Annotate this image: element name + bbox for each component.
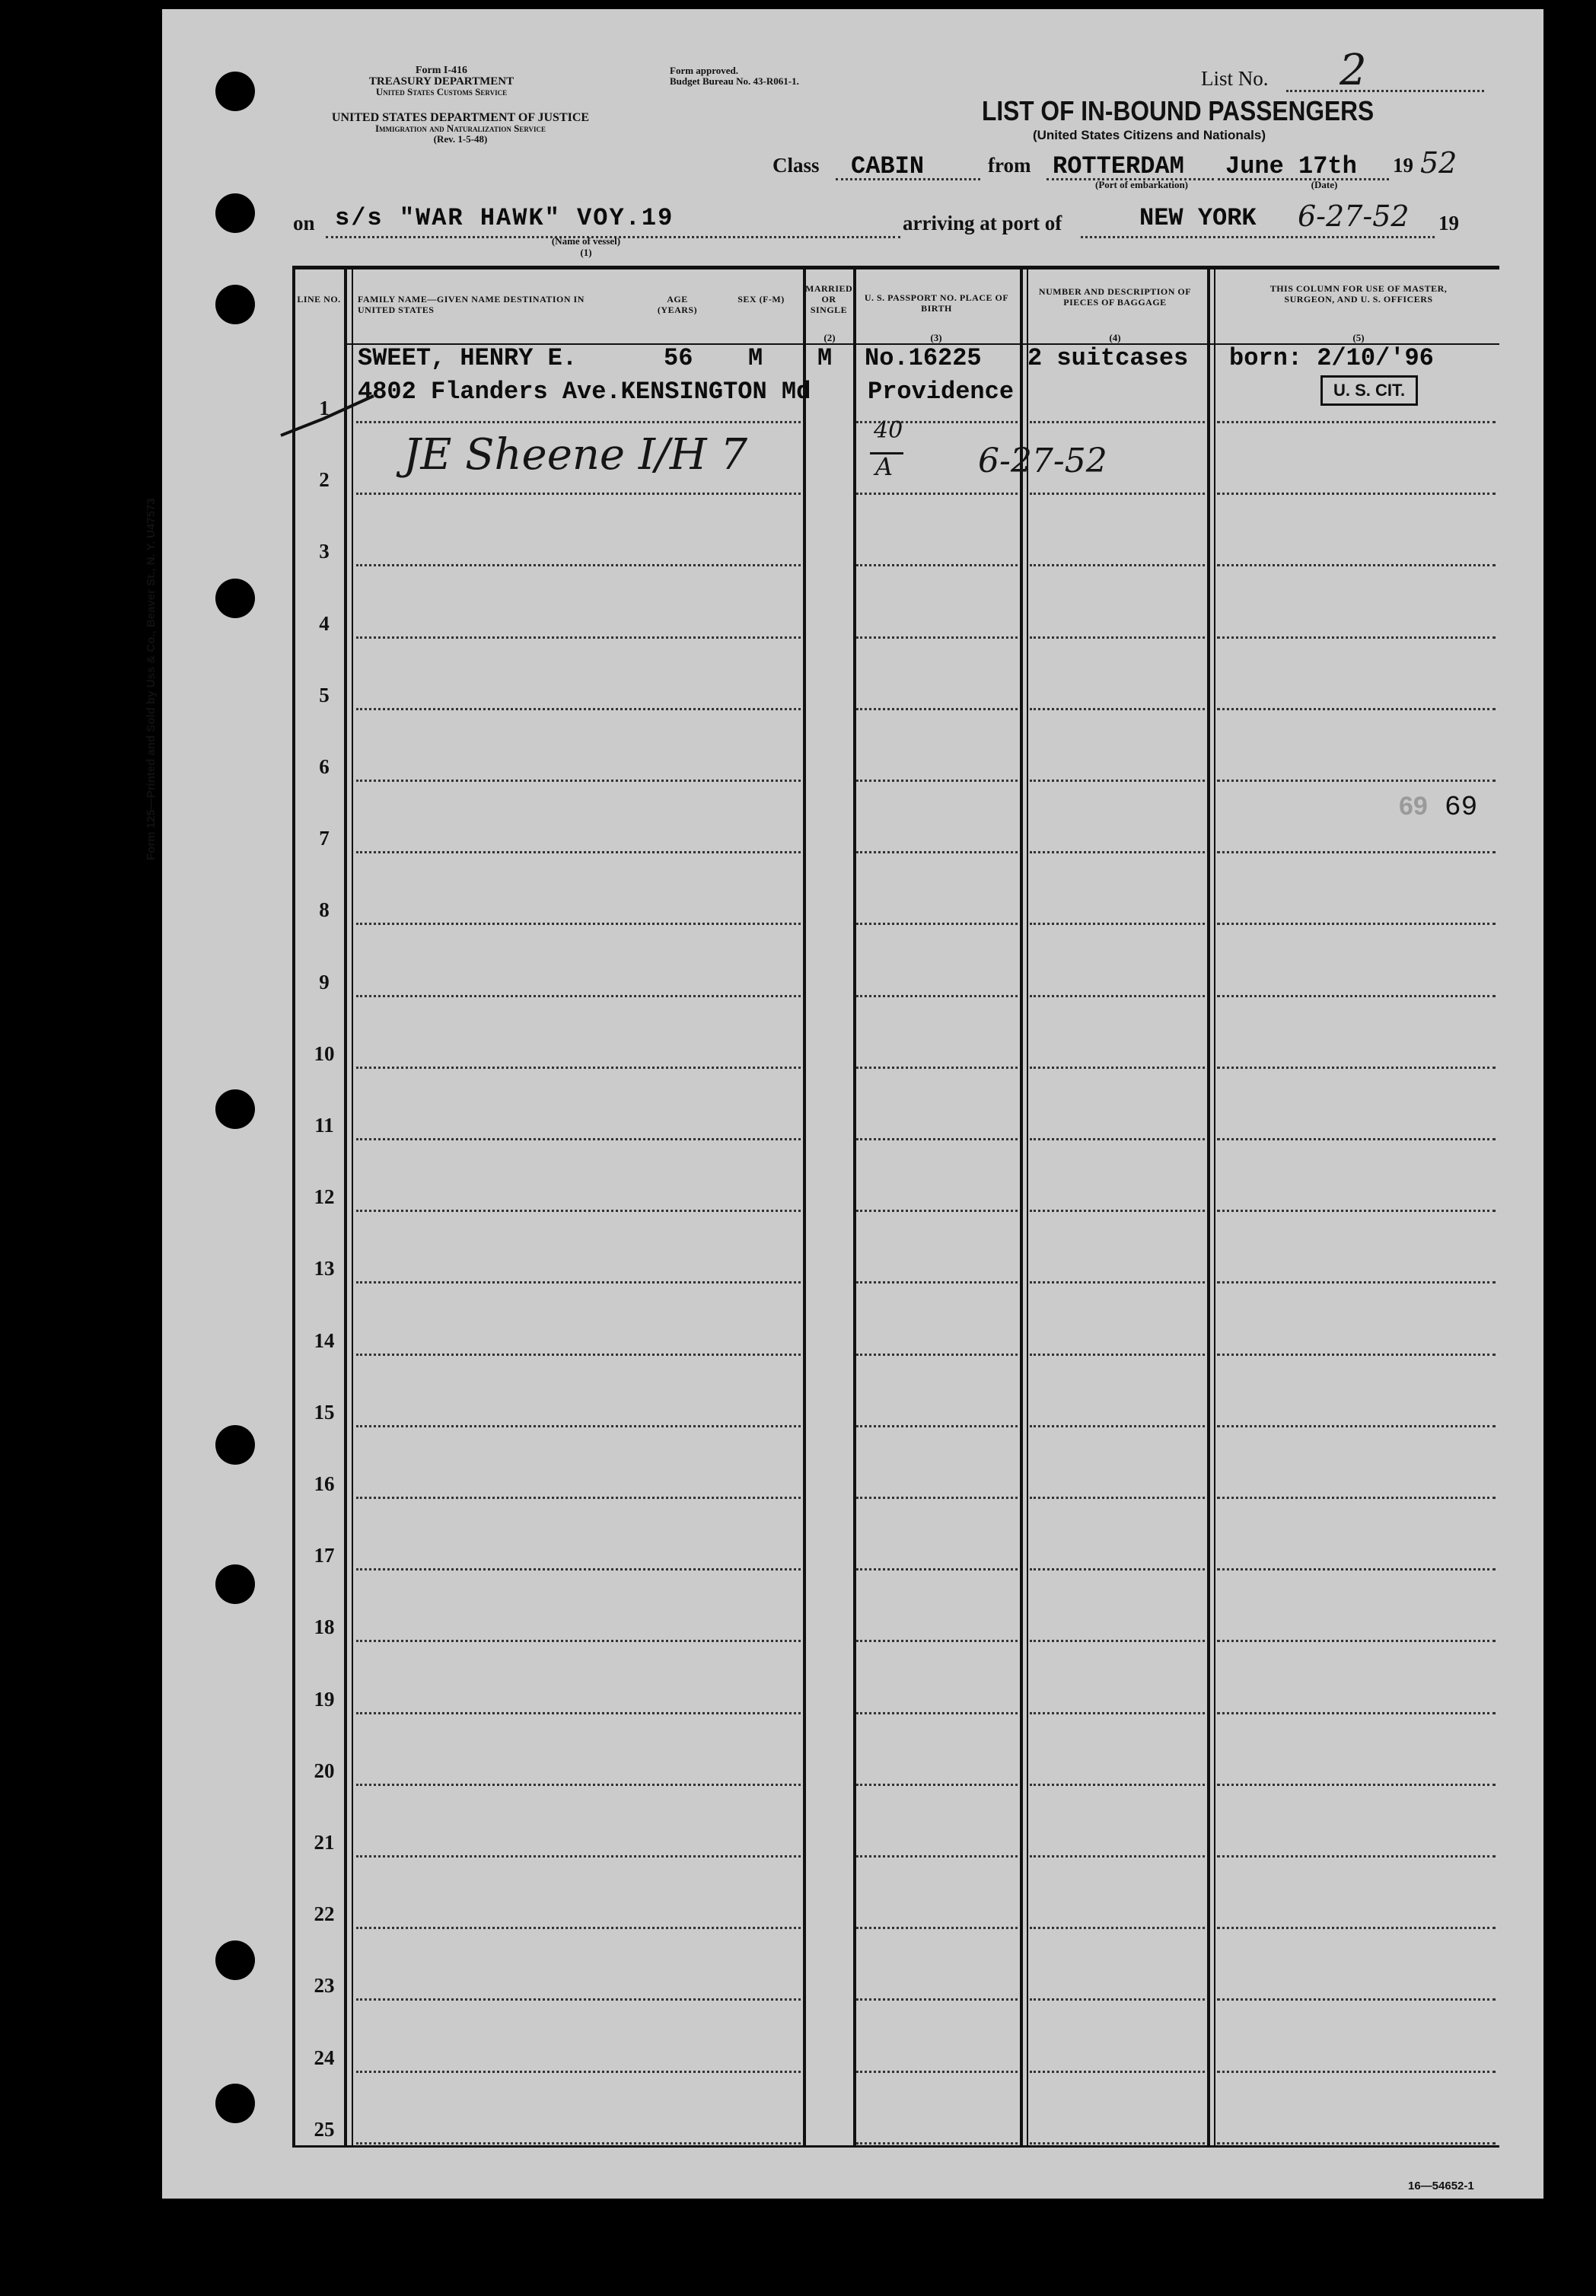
row-line-number: 21 — [314, 1831, 335, 1854]
row-dotted-line — [1217, 1067, 1496, 1069]
row-dotted-line — [856, 1784, 1018, 1786]
col-border — [1207, 266, 1210, 2146]
entry-age: 56 — [664, 344, 693, 372]
binder-hole — [215, 1089, 255, 1129]
row-dotted-line — [1030, 1354, 1205, 1356]
row-dotted-line — [1217, 995, 1496, 997]
row-dotted-line — [1030, 1067, 1205, 1069]
row-dotted-line — [856, 564, 1018, 566]
row-dotted-line — [356, 1855, 801, 1858]
row-dotted-line — [1217, 1855, 1496, 1858]
binder-hole — [215, 579, 255, 618]
row-dotted-line — [1030, 708, 1205, 710]
col-border — [352, 266, 353, 2146]
row-dotted-line — [356, 1210, 801, 1212]
header-age: AGE (YEARS) — [657, 294, 698, 315]
row-dotted-line — [356, 1281, 801, 1284]
row-line-number: 18 — [314, 1615, 335, 1639]
row-dotted-line — [856, 851, 1018, 853]
row-dotted-line — [356, 1425, 801, 1427]
header-sex: SEX (F-M) — [737, 294, 785, 305]
port-dots — [1081, 236, 1435, 238]
binder-hole — [215, 1425, 255, 1465]
row-dotted-line — [356, 636, 801, 639]
row-dotted-line — [856, 1998, 1018, 2001]
page-title: LIST OF IN-BOUND PASSENGERS — [982, 95, 1375, 126]
list-no-value: 2 — [1340, 46, 1367, 95]
row-dotted-line — [1030, 1497, 1205, 1499]
row-dotted-line — [856, 2142, 1018, 2145]
row-dotted-line — [1217, 1138, 1496, 1140]
row-dotted-line — [856, 1568, 1018, 1571]
row-dotted-line — [1217, 2071, 1496, 2073]
list-no-label: List No. — [1201, 67, 1269, 90]
row-line-number: 7 — [319, 827, 330, 850]
row-dotted-line — [1217, 1640, 1496, 1642]
row-dotted-line — [1030, 1784, 1205, 1786]
row-dotted-line — [1030, 1712, 1205, 1714]
row-dotted-line — [1030, 564, 1205, 566]
row-dotted-line — [1030, 493, 1205, 495]
col-border — [1027, 266, 1028, 2146]
row-dotted-line — [1217, 1425, 1496, 1427]
header-name: FAMILY NAME—GIVEN NAME DESTINATION IN UNITED STATES — [358, 294, 585, 315]
row-dotted-line — [356, 1712, 801, 1714]
row-line-number: 5 — [319, 683, 330, 706]
header-married: MARRIED OR SINGLE — [805, 283, 853, 315]
vessel-value: s/s "WAR HAWK" VOY.19 — [335, 204, 674, 232]
row-dotted-line — [856, 1927, 1018, 1929]
header-officers: THIS COLUMN FOR USE OF MASTER, SURGEON, AND U. S. OFFICERS — [1269, 283, 1448, 305]
row-dotted-line — [1217, 1568, 1496, 1571]
row-line-number: 25 — [314, 2117, 335, 2141]
row-line-number: 19 — [314, 1687, 335, 1711]
row-dotted-line — [1030, 2142, 1205, 2145]
row-line-number: 2 — [319, 468, 330, 492]
budget-bureau: Budget Bureau No. 43-R061-1. — [670, 75, 799, 87]
row-dotted-line — [1030, 851, 1205, 853]
row-line-number: 17 — [314, 1544, 335, 1567]
row-dotted-line — [356, 1497, 801, 1499]
col-num-4: (4) — [1109, 332, 1121, 343]
row-dotted-line — [1030, 780, 1205, 782]
faint-stamp-number: 69 — [1399, 792, 1428, 821]
row-line-number: 15 — [314, 1400, 335, 1424]
row-line-number: 10 — [314, 1041, 335, 1065]
row-dotted-line — [1217, 1784, 1496, 1786]
row-dotted-line — [1030, 1998, 1205, 2001]
row-dotted-line — [856, 1281, 1018, 1284]
header-baggage: NUMBER AND DESCRIPTION OF PIECES OF BAGGAGE — [1038, 286, 1192, 308]
row-dotted-line — [856, 1425, 1018, 1427]
row-dotted-line — [856, 1640, 1018, 1642]
class-label: Class — [773, 154, 820, 177]
row-dotted-line — [856, 780, 1018, 782]
entry-address: 4802 Flanders Ave.KENSINGTON Md — [358, 378, 811, 406]
row-dotted-line — [856, 493, 1018, 495]
row-dotted-line — [356, 1784, 801, 1786]
header-passport: U. S. PASSPORT NO. PLACE OF BIRTH — [864, 292, 1009, 314]
binder-hole — [215, 193, 255, 233]
note-fraction-bottom: A — [875, 452, 894, 481]
vessel-col-num: (1) — [580, 247, 592, 258]
row-dotted-line — [1030, 1855, 1205, 1858]
row-line-number: 13 — [314, 1257, 335, 1280]
row-dotted-line — [856, 1855, 1018, 1858]
row-dotted-line — [856, 923, 1018, 925]
row-dotted-line — [356, 1640, 801, 1642]
row-dotted-line — [1217, 851, 1496, 853]
row-dotted-line — [356, 2142, 801, 2145]
class-value: CABIN — [851, 152, 925, 180]
form-approved: Form approved. — [670, 65, 739, 76]
row-dotted-line — [1217, 1210, 1496, 1212]
stamp-number: 69 — [1445, 792, 1478, 823]
year-prefix: 19 — [1393, 154, 1413, 177]
row-dotted-line — [356, 1927, 801, 1929]
row-dotted-line — [356, 708, 801, 710]
row-dotted-line — [1030, 1210, 1205, 1212]
row-dotted-line — [356, 923, 801, 925]
on-label: on — [293, 212, 315, 234]
row-line-number: 8 — [319, 898, 330, 922]
row-dotted-line — [356, 493, 801, 495]
row-dotted-line — [1030, 636, 1205, 639]
row-dotted-line — [1030, 1281, 1205, 1284]
row-dotted-line — [856, 1138, 1018, 1140]
row-dotted-line — [1030, 1138, 1205, 1140]
row-dotted-line — [856, 2071, 1018, 2073]
entry-baggage: 2 suitcases — [1027, 344, 1189, 372]
header-line-no: LINE NO. — [297, 294, 341, 305]
arriving-label: arriving at port of — [903, 212, 1062, 234]
row-line-number: 23 — [314, 1974, 335, 1998]
row-dotted-line — [856, 995, 1018, 997]
binder-hole — [215, 285, 255, 324]
row-dotted-line — [1217, 1497, 1496, 1499]
row-line-number: 3 — [319, 540, 330, 563]
row-dotted-line — [356, 1067, 801, 1069]
row-dotted-line — [1030, 1640, 1205, 1642]
page-subtitle: (United States Citizens and Nationals) — [1032, 128, 1266, 142]
row-line-number: 4 — [319, 611, 330, 635]
citizen-stamp: U. S. CIT. — [1320, 375, 1418, 406]
row-dotted-line — [1217, 1281, 1496, 1284]
entry-passport: No.16225 — [865, 344, 982, 372]
row-line-number: 9 — [319, 970, 330, 993]
binder-hole — [215, 1564, 255, 1604]
form-header-justice — [285, 113, 636, 145]
binder-hole — [215, 72, 255, 111]
binder-hole — [215, 1940, 255, 1980]
row-dotted-line — [1030, 923, 1205, 925]
row-line-number: 16 — [314, 1472, 335, 1495]
col-border — [292, 266, 295, 2146]
justice-dept: UNITED STATES DEPARTMENT OF JUSTICE — [331, 111, 590, 124]
row-dotted-line — [1217, 923, 1496, 925]
row-dotted-line — [356, 780, 801, 782]
row-dotted-line — [856, 636, 1018, 639]
entry-married: M — [817, 344, 833, 372]
row-dotted-line — [1030, 995, 1205, 997]
row-dotted-line — [1217, 1998, 1496, 2001]
arrival-year-prefix: 19 — [1438, 212, 1459, 234]
col-num-2: (2) — [823, 332, 836, 343]
row-dotted-line — [1030, 1425, 1205, 1427]
row-dotted-line — [1217, 1927, 1496, 1929]
row-dotted-line — [356, 1138, 801, 1140]
row-dotted-line — [856, 1210, 1018, 1212]
form-approval — [670, 65, 898, 87]
year-suffix: 52 — [1420, 146, 1457, 180]
side-printer-credit: Form 125—Printed and Sold by Uss & Co., Beaver St., N. Y. U47573 — [145, 498, 158, 860]
revision: (Rev. 1-5-48) — [433, 133, 488, 145]
col-border — [803, 266, 806, 2146]
row-dotted-line — [1030, 1568, 1205, 1571]
vessel-caption: (Name of vessel) — [551, 235, 621, 247]
entry-born: born: 2/10/'96 — [1229, 344, 1434, 372]
row-line-number: 11 — [314, 1114, 334, 1137]
row-dotted-line — [1030, 421, 1205, 423]
port-value: NEW YORK — [1139, 204, 1257, 232]
row-line-number: 14 — [314, 1328, 335, 1352]
table-bottom-border — [292, 2145, 1499, 2148]
col-num-3: (3) — [930, 332, 942, 343]
row-dotted-line — [856, 1067, 1018, 1069]
note-fraction-top: 40 — [874, 417, 903, 444]
col-border — [1020, 266, 1023, 2146]
row-line-number: 22 — [314, 1902, 335, 1926]
row-dotted-line — [1217, 780, 1496, 782]
entry-birthplace: Providence — [868, 378, 1015, 406]
arrival-date-hand: 6-27-52 — [1298, 199, 1410, 233]
port-embark-caption: (Port of embarkation) — [1094, 179, 1189, 190]
row-dotted-line — [356, 421, 801, 423]
treasury-dept: TREASURY DEPARTMENT — [368, 75, 514, 88]
row-line-number: 12 — [314, 1185, 335, 1209]
row-dotted-line — [1217, 1354, 1496, 1356]
row-dotted-line — [1217, 421, 1496, 423]
row-dotted-line — [1030, 2071, 1205, 2073]
row-dotted-line — [1217, 1712, 1496, 1714]
row-dotted-line — [356, 851, 801, 853]
entry-sex: M — [748, 344, 763, 372]
row-dotted-line — [356, 995, 801, 997]
ins-service: Immigration and Naturalization Service — [374, 123, 546, 134]
col-border — [853, 266, 856, 2146]
row-line-number: 20 — [314, 1759, 335, 1782]
note-date: 6-27-52 — [978, 442, 1107, 480]
row-dotted-line — [1217, 493, 1496, 495]
row-dotted-line — [1217, 2142, 1496, 2145]
inspector-note: JE Sheene I/H 7 — [403, 430, 748, 480]
row-dotted-line — [856, 1497, 1018, 1499]
entry-name: SWEET, HENRY E. — [358, 344, 578, 372]
date-value: June 17th — [1225, 152, 1357, 180]
col-border — [1214, 266, 1215, 2146]
row-dotted-line — [1030, 1927, 1205, 1929]
row-dotted-line — [1217, 708, 1496, 710]
row-dotted-line — [1217, 636, 1496, 639]
row-dotted-line — [856, 1354, 1018, 1356]
binder-hole — [215, 2084, 255, 2123]
table-top-border — [292, 266, 1499, 269]
row-line-number: 24 — [314, 2046, 335, 2069]
row-dotted-line — [356, 1998, 801, 2001]
row-dotted-line — [856, 1712, 1018, 1714]
row-dotted-line — [356, 1568, 801, 1571]
check-mark-icon — [278, 388, 377, 442]
row-dotted-line — [356, 1354, 801, 1356]
row-dotted-line — [856, 708, 1018, 710]
customs-service: United States Customs Service — [375, 86, 508, 97]
from-label: from — [988, 154, 1031, 177]
row-line-number: 6 — [319, 755, 330, 778]
form-number: Form I-416 — [415, 65, 468, 76]
from-value: ROTTERDAM — [1053, 152, 1184, 180]
row-dotted-line — [356, 564, 801, 566]
col-num-5: (5) — [1352, 332, 1365, 343]
list-no-dots — [1286, 90, 1484, 92]
date-caption: (Date) — [1311, 179, 1338, 190]
form-header-left — [316, 65, 567, 97]
row-dotted-line — [1217, 564, 1496, 566]
row-dotted-line — [356, 2071, 801, 2073]
footer-form-code: 16—54652-1 — [1408, 2180, 1474, 2192]
row-line-number: 1 — [319, 397, 330, 419]
